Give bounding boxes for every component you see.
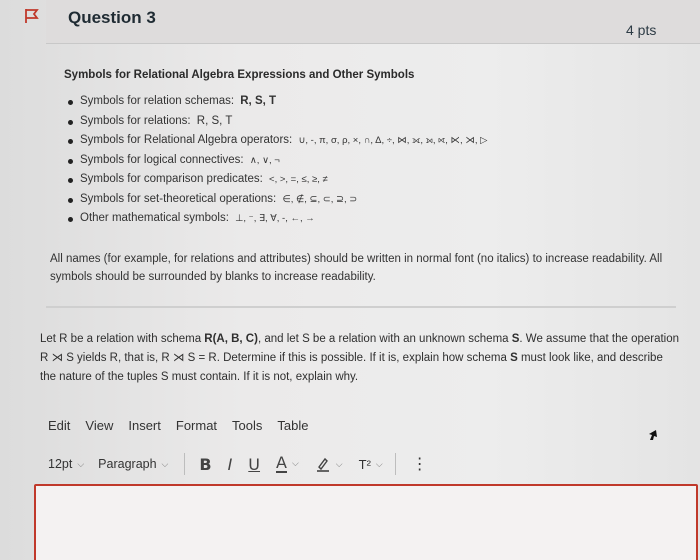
block-format-select[interactable]	[98, 457, 168, 471]
list-item	[68, 170, 487, 190]
prompt-text: , and let S be a relation with an unknown schema	[257, 333, 512, 345]
highlighter-icon	[315, 456, 331, 472]
question-header	[46, 0, 700, 44]
superscript-button[interactable]	[359, 457, 383, 472]
chevron-down-icon: ⌵	[291, 459, 299, 469]
question-body	[40, 44, 700, 560]
more-options-button[interactable]	[412, 454, 428, 474]
font-size-value: 12pt	[48, 457, 73, 471]
underline-icon: U	[248, 454, 261, 474]
symbol-label: Symbols for set-theoretical operations:	[80, 192, 277, 205]
naming-instructions: All names (for example, for relations and attributes) should be written in normal font (no italics) to increase readability. All symbols should be surrounded by blanks to increase readability.	[50, 253, 663, 283]
toolbar-separator	[395, 453, 396, 475]
menu-format[interactable]: Format	[175, 418, 218, 433]
menu-edit[interactable]: Edit	[48, 418, 71, 433]
prompt-text: must look like, and describe the nature of the tuples S must contain. If it is not, explain why.	[40, 352, 663, 383]
symbol-values: <, >, =, ≤, ≥, ≠	[269, 174, 328, 185]
underline-button[interactable]	[248, 455, 260, 474]
chevron-down-icon: ⌵	[375, 458, 383, 469]
schema-s: S	[510, 352, 518, 364]
symbol-values: ∪, -, π, σ, ρ, ×, ∩, Δ, ÷, ⋈, ⟗, ⟕, ⟖, ⋉, ⋊, ▷	[298, 135, 488, 146]
editor-menubar	[48, 418, 308, 433]
italic-icon: I	[227, 454, 233, 474]
menu-insert[interactable]: Insert	[128, 418, 161, 433]
symbol-label: Symbols for logical connectives:	[80, 153, 244, 166]
text-color-icon: A	[276, 453, 287, 472]
menu-view[interactable]: View	[85, 418, 114, 433]
symbol-label: Symbols for Relational Algebra operators:	[80, 134, 293, 146]
chevron-down-icon: ⌵	[77, 458, 85, 469]
list-item	[68, 151, 487, 171]
chevron-down-icon: ⌵	[161, 458, 169, 469]
symbol-values: R, S, T	[196, 114, 233, 127]
superscript-icon: T²	[358, 456, 371, 472]
menu-table[interactable]: Table	[277, 418, 309, 433]
symbols-heading: Symbols for Relational Algebra Expressions and Other Symbols	[64, 69, 415, 81]
symbols-list	[68, 92, 487, 229]
font-size-select[interactable]	[48, 457, 84, 471]
bold-button[interactable]	[199, 455, 211, 474]
list-item	[68, 131, 487, 151]
italic-button[interactable]	[228, 455, 233, 474]
block-format-value: Paragraph	[98, 457, 157, 471]
text-color-button[interactable]	[276, 455, 299, 473]
flag-question-icon[interactable]	[22, 6, 42, 26]
prompt-text: . We assume that the operation R ⋊ S yields R, that is, R ⋊ S = R. Determine if this is possible. If it is, explain how schema	[40, 333, 680, 364]
list-item	[68, 92, 487, 112]
symbol-values: ⊥, ⁻, ∃, ∀, -, ←, →	[235, 213, 315, 224]
schema-r: R(A, B, C)	[204, 333, 258, 345]
prompt-text: Let R be a relation with schema	[40, 333, 205, 345]
question-title: Question 3	[68, 8, 156, 27]
chevron-down-icon: ⌵	[335, 458, 343, 469]
editor-toolbar	[48, 451, 428, 477]
symbol-values: R, S, T	[240, 95, 277, 107]
list-item	[68, 209, 487, 229]
symbol-label: Symbols for relation schemas:	[80, 95, 235, 107]
mouse-pointer-icon	[646, 428, 660, 442]
symbol-label: Symbols for relations:	[80, 114, 191, 127]
answer-editor[interactable]	[34, 484, 698, 560]
list-item	[68, 112, 487, 132]
section-divider	[46, 306, 676, 308]
schema-s: S	[511, 333, 520, 345]
more-vertical-icon: ⋮	[411, 456, 428, 473]
menu-tools[interactable]: Tools	[232, 418, 263, 433]
symbol-values: ∧, ∨, ¬	[249, 154, 280, 166]
symbol-label: Other mathematical symbols:	[80, 212, 229, 224]
list-item	[68, 190, 487, 210]
toolbar-separator	[184, 453, 185, 475]
question-prompt	[40, 330, 680, 387]
bold-icon: B	[199, 454, 212, 474]
highlight-color-button[interactable]	[315, 456, 343, 472]
symbol-label: Symbols for comparison predicates:	[80, 173, 263, 185]
symbol-values: ∈, ∉, ⊆, ⊂, ⊇, ⊃	[282, 193, 358, 205]
question-points: 4 pts	[626, 22, 657, 38]
